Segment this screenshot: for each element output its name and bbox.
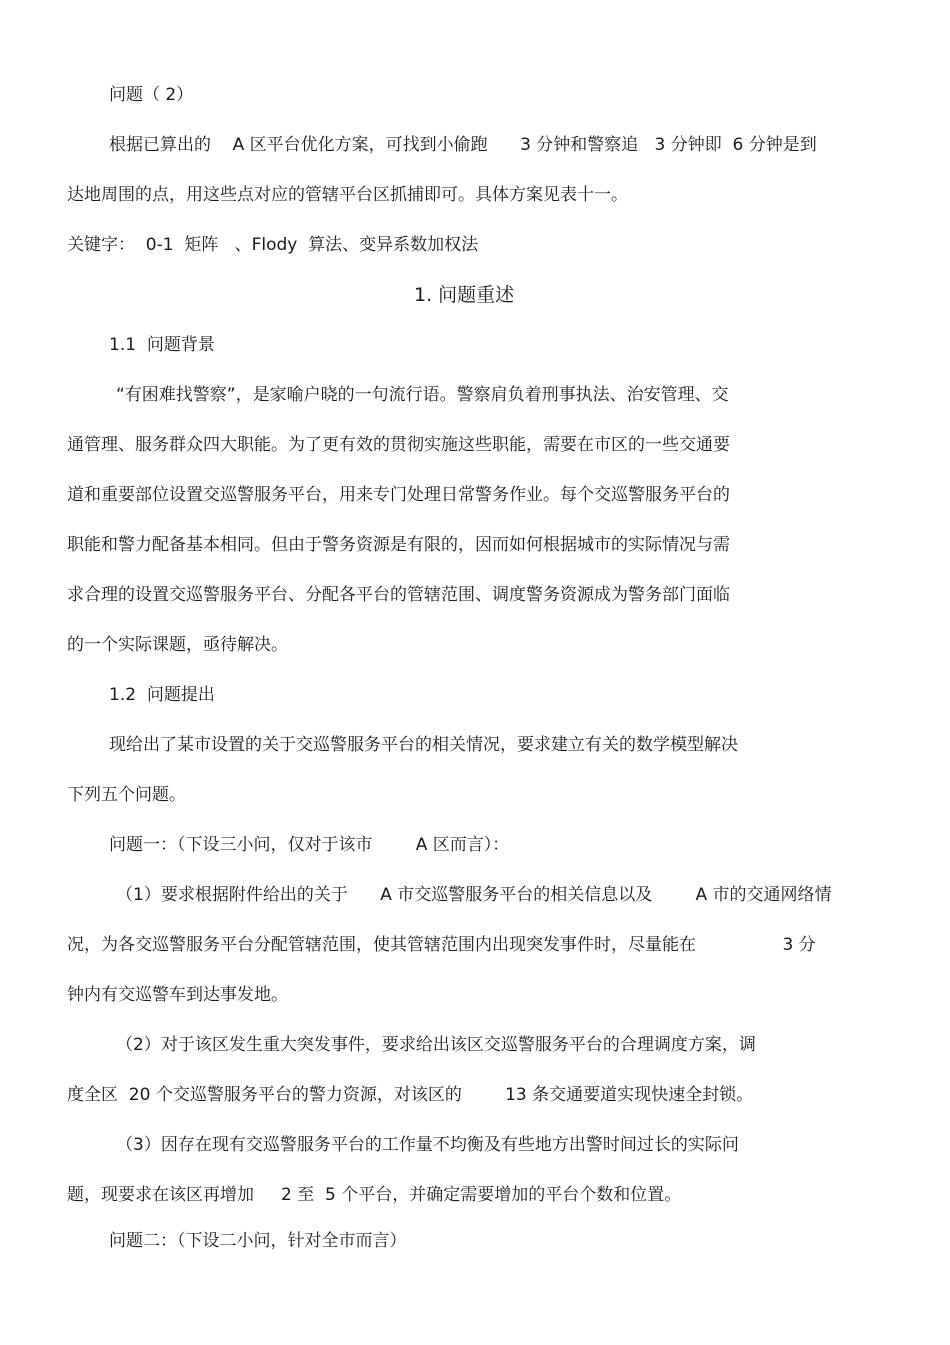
question-1-part-1-line-2: 况，为各交巡警服务平台分配管辖范围，使其管辖范围内出现突发事件时，尽量能在 3 分 — [67, 935, 816, 955]
section-1-2-heading: 1.2 问题提出 — [109, 685, 215, 705]
section-1-1-heading: 1.1 问题背景 — [109, 335, 215, 355]
paragraph-line: “有困难找警察”，是家喻户晓的一句流行语。警察肩负着刑事执法、治安管理、交 — [116, 385, 729, 405]
question-2-intro: 问题二：（下设二小问，针对全市而言） — [109, 1231, 407, 1251]
paragraph-line: 求合理的设置交巡警服务平台、分配各平台的管辖范围、调度警务资源成为警务部门面临 — [67, 585, 730, 605]
paragraph-line: 道和重要部位设置交巡警服务平台，用来专门处理日常警务作业。每个交巡警服务平台的 — [67, 485, 730, 505]
question-1-part-3-line-1: （3）因存在现有交巡警服务平台的工作量不均衡及有些地方出警时间过长的实际问 — [116, 1135, 739, 1155]
question-2-heading: 问题（ 2） — [109, 85, 194, 105]
paragraph-line: 下列五个问题。 — [67, 785, 186, 805]
question-2-answer-line-2: 达地周围的点，用这些点对应的管辖平台区抓捕即可。具体方案见表十一。 — [67, 185, 628, 205]
paragraph-line: 的一个实际课题，亟待解决。 — [67, 635, 288, 655]
question-1-part-1-line-3: 钟内有交巡警车到达事发地。 — [67, 985, 288, 1005]
question-1-part-2-line-1: （2）对于该区发生重大突发事件，要求给出该区交巡警服务平台的合理调度方案，调 — [116, 1035, 756, 1055]
keywords: 关键字： 0-1 矩阵 、Flody 算法、变异系数加权法 — [67, 235, 479, 255]
question-1-part-2-line-2: 度全区 20 个交巡警服务平台的警力资源，对该区的 13 条交通要道实现快速全封锁。 — [67, 1085, 754, 1105]
paragraph-line: 通管理、服务群众四大职能。为了更有效的贯彻实施这些职能，需要在市区的一些交通要 — [67, 435, 730, 455]
question-1-part-3-line-2: 题，现要求在该区再增加 2 至 5 个平台，并确定需要增加的平台个数和位置。 — [67, 1185, 682, 1205]
section-title: 1. 问题重述 — [414, 284, 515, 306]
question-1-intro: 问题一：（下设三小问，仅对于该市 A 区而言）： — [109, 835, 510, 855]
question-2-answer-line-1: 根据已算出的 A 区平台优化方案，可找到小偷跑 3 分钟和警察追 3 分钟即 6 分钟是到 — [109, 135, 817, 155]
paragraph-line: 现给出了某市设置的关于交巡警服务平台的相关情况，要求建立有关的数学模型解决 — [109, 735, 738, 755]
question-1-part-1-line-1: （1）要求根据附件给出的关于 A 市交巡警服务平台的相关信息以及 A 市的交通网络情 — [116, 885, 832, 905]
paragraph-line: 职能和警力配备基本相同。但由于警务资源是有限的，因而如何根据城市的实际情况与需 — [67, 535, 730, 555]
